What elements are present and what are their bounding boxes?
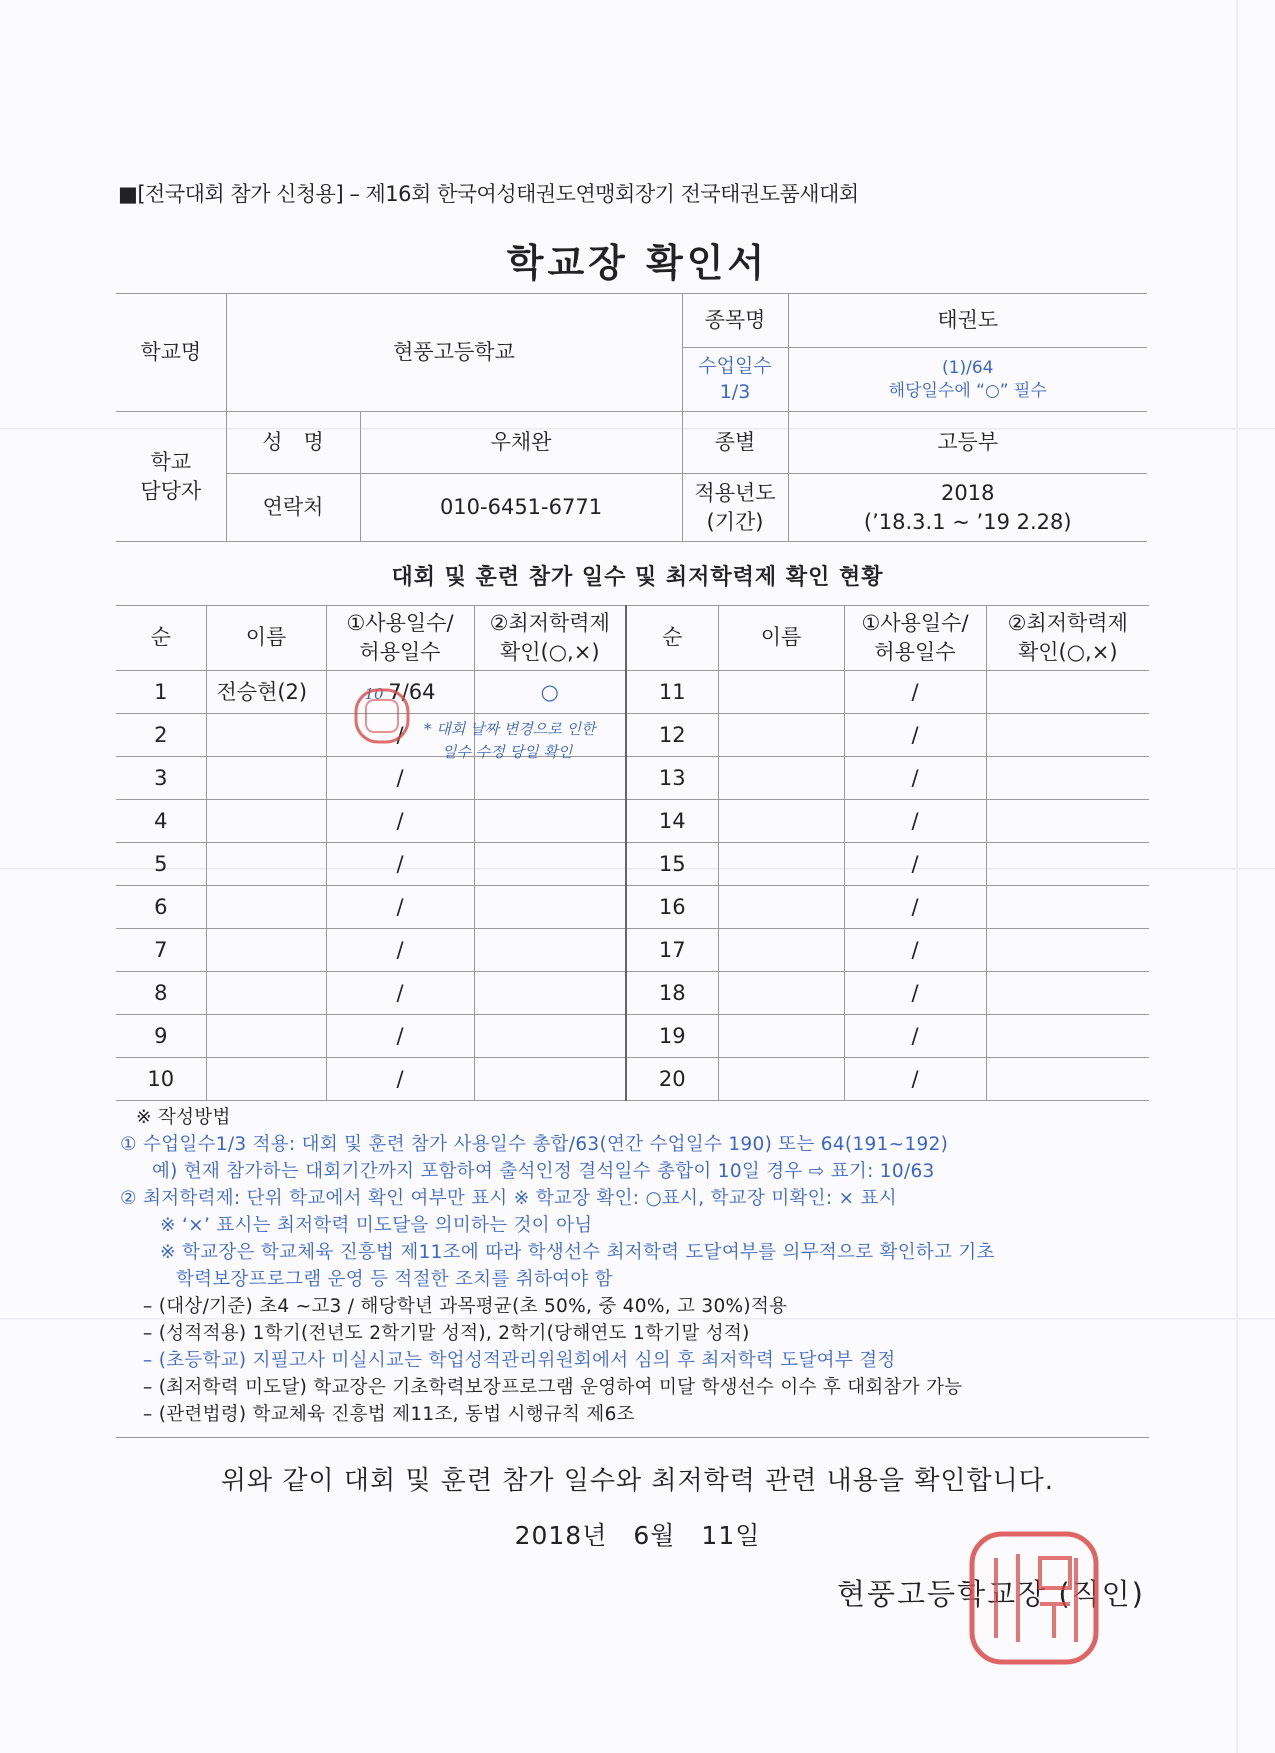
attendance-table	[116, 605, 1149, 1101]
check-cell	[986, 714, 1149, 757]
small-seal-stamp	[352, 686, 412, 746]
student-name	[718, 843, 844, 886]
student-name	[718, 1058, 844, 1101]
note-1: ① 수업일수1/3 적용: 대회 및 훈련 참가 사용일수 총합/63(연간 수업일수 190) 또는 64(191~192)	[120, 1134, 949, 1155]
school-label: 학교명	[116, 294, 226, 412]
check-cell	[986, 929, 1149, 972]
signer-name: 현풍고등학교장	[837, 1577, 1048, 1611]
check-cell	[986, 886, 1149, 929]
days-cell: /	[844, 886, 986, 929]
note-1-example: 예) 현재 참가하는 대회기간까지 포함하여 출석인정 결석일수 총합이 10일 경우 ⇨ 표기: 10/63	[152, 1161, 935, 1182]
days-cell: /	[844, 671, 986, 714]
row-number: 10	[116, 1058, 206, 1101]
days-cell: /	[844, 843, 986, 886]
row-number: 4	[116, 800, 206, 843]
student-name	[206, 929, 326, 972]
detail-4: – (최저학력 미도달) 학교장은 기초학력보장프로그램 운영하여 미달 학생선수 이수 후 대회참가 가능	[143, 1377, 963, 1398]
check-cell	[474, 843, 626, 886]
confirmation-text: 위와 같이 대회 및 훈련 참가 일수와 최저학력 관련 내용을 확인합니다.	[220, 1466, 1055, 1496]
check-cell	[474, 1015, 626, 1058]
section-title: 대회 및 훈련 참가 일수 및 최저학력제 확인 현황	[391, 565, 884, 590]
detail-5: – (관련법령) 학교체육 진흥법 제11조, 동법 시행규칙 제6조	[143, 1404, 635, 1425]
check-cell	[986, 972, 1149, 1015]
check-cell	[474, 800, 626, 843]
manager-label: 학교 담당자	[116, 412, 226, 542]
note-2: ② 최저학력제: 단위 학교에서 확인 여부만 표시 ※ 학교장 확인: ○표시, 학교장 미확인: × 표시	[120, 1188, 897, 1209]
note-4-cont: 학력보장프로그램 운영 등 적절한 조치를 취하여야 함	[176, 1269, 613, 1290]
principal-seal-stamp	[966, 1528, 1102, 1668]
row-number: 7	[116, 929, 206, 972]
student-name	[718, 1015, 844, 1058]
row-number: 20	[626, 1058, 718, 1101]
category-label: 종별	[682, 412, 788, 474]
year-label: 적용년도 (기간)	[682, 474, 788, 542]
row-number: 11	[626, 671, 718, 714]
col-days: ①사용일수/ 허용일수	[326, 606, 474, 671]
student-name	[206, 886, 326, 929]
student-name: 전승현(2)	[206, 671, 326, 714]
event-value: 태권도	[788, 294, 1147, 348]
detail-3: – (초등학교) 지필고사 미실시교는 학업성적관리위원회에서 심의 후 최저학력 도달여부 결정	[143, 1350, 896, 1371]
check-cell	[986, 1058, 1149, 1101]
student-name	[718, 972, 844, 1015]
contact-value: 010-6451-6771	[360, 474, 682, 542]
days-cell: /	[844, 714, 986, 757]
check-cell	[986, 800, 1149, 843]
col-name: 이름	[718, 606, 844, 671]
student-name	[206, 843, 326, 886]
detail-1: – (대상/기준) 초4 ~고3 / 해당학년 과목평균(초 50%, 중 40%, 고 30%)적용	[143, 1296, 788, 1317]
table-row	[116, 972, 1149, 1015]
col-no: 순	[626, 606, 718, 671]
days-cell: /	[844, 800, 986, 843]
table-row	[116, 843, 1149, 886]
days-cell: /	[326, 1058, 474, 1101]
days-cell: /	[326, 714, 474, 757]
days-cell: /	[326, 800, 474, 843]
contact-label: 연락처	[226, 474, 360, 542]
days-value: 7/64	[388, 679, 436, 704]
check-cell	[474, 972, 626, 1015]
note-4: ※ 학교장은 학교체육 진흥법 제11조에 따라 학생선수 최저학력 도달여부를 의무적으로 확인하고 기초	[160, 1242, 995, 1263]
student-name	[718, 800, 844, 843]
table-row	[116, 1058, 1149, 1101]
table-row	[116, 886, 1149, 929]
row-number: 16	[626, 886, 718, 929]
confirmation-date: 2018년 6월 11일	[514, 1521, 761, 1550]
class-days-value: (1)/64 해당일수에 “○” 필수	[788, 348, 1147, 412]
row-number: 9	[116, 1015, 206, 1058]
check-cell: ○	[474, 671, 626, 714]
row-number: 2	[116, 714, 206, 757]
student-name	[206, 1058, 326, 1101]
days-cell: /	[844, 972, 986, 1015]
row-number: 15	[626, 843, 718, 886]
days-cell: /	[326, 886, 474, 929]
col-days: ①사용일수/ 허용일수	[844, 606, 986, 671]
student-name	[206, 714, 326, 757]
days-cell: /	[844, 1058, 986, 1101]
document-header: ■[전국대회 참가 신청용] – 제16회 한국여성태권도연맹회장기 전국태권도품새대회	[118, 182, 859, 206]
class-days-label: 수업일수 1/3	[682, 348, 788, 412]
row-number: 12	[626, 714, 718, 757]
check-cell	[986, 671, 1149, 714]
student-name	[718, 886, 844, 929]
table-row	[116, 714, 1149, 757]
row-number: 8	[116, 972, 206, 1015]
row-number: 1	[116, 671, 206, 714]
row-number: 18	[626, 972, 718, 1015]
student-name	[206, 800, 326, 843]
check-cell	[986, 757, 1149, 800]
student-name	[718, 714, 844, 757]
note-3: ※ ‘×’ 표시는 최저학력 미도달을 의미하는 것이 아님	[160, 1215, 593, 1236]
check-cell	[474, 929, 626, 972]
row-number: 17	[626, 929, 718, 972]
check-cell	[474, 886, 626, 929]
row-number: 13	[626, 757, 718, 800]
student-name	[718, 757, 844, 800]
category-value: 고등부	[788, 412, 1147, 474]
col-check: ②최저학력제 확인(○,×)	[986, 606, 1149, 671]
check-cell	[986, 1015, 1149, 1058]
row-number: 5	[116, 843, 206, 886]
table-row	[116, 1015, 1149, 1058]
row-number: 6	[116, 886, 206, 929]
days-cell: /	[326, 1015, 474, 1058]
detail-2: – (성적적용) 1학기(전년도 2학기말 성적), 2학기(당해연도 1학기말 성적)	[143, 1323, 750, 1344]
table-row	[116, 800, 1149, 843]
days-cell: /	[326, 972, 474, 1015]
school-value: 현풍고등학교	[226, 294, 682, 412]
seal-mark: (직인)	[1058, 1577, 1145, 1611]
days-cell: /	[844, 757, 986, 800]
days-cell: /	[326, 757, 474, 800]
handwritten-note: * 대회 날짜 변경으로 인한 일수 수정 당일 확인	[424, 720, 596, 762]
days-cell: /	[844, 929, 986, 972]
year-value: 2018 (’18.3.1 ~ ’19 2.28)	[788, 474, 1147, 542]
col-no: 순	[116, 606, 206, 671]
days-cell: /	[326, 929, 474, 972]
divider	[116, 1437, 1149, 1438]
student-name	[206, 972, 326, 1015]
student-name	[206, 757, 326, 800]
table-row	[116, 757, 1149, 800]
document-title: 학교장 확인서	[506, 241, 769, 285]
days-cell: /	[844, 1015, 986, 1058]
table-row	[116, 929, 1149, 972]
check-cell	[474, 1058, 626, 1101]
table-row	[116, 671, 1149, 714]
check-cell	[986, 843, 1149, 886]
student-name	[718, 929, 844, 972]
student-name	[206, 1015, 326, 1058]
notes-heading: ※ 작성방법	[136, 1107, 231, 1128]
instructions	[120, 1104, 1150, 1428]
student-name	[718, 671, 844, 714]
row-number: 14	[626, 800, 718, 843]
row-number: 19	[626, 1015, 718, 1058]
event-label: 종목명	[682, 294, 788, 348]
col-name: 이름	[206, 606, 326, 671]
handwritten-correction: 10	[364, 684, 389, 703]
name-label: 성 명	[226, 412, 360, 474]
days-cell: /	[326, 843, 474, 886]
row-number: 3	[116, 757, 206, 800]
name-value: 우채완	[360, 412, 682, 474]
col-check: ②최저학력제 확인(○,×)	[474, 606, 626, 671]
info-table	[116, 293, 1147, 542]
